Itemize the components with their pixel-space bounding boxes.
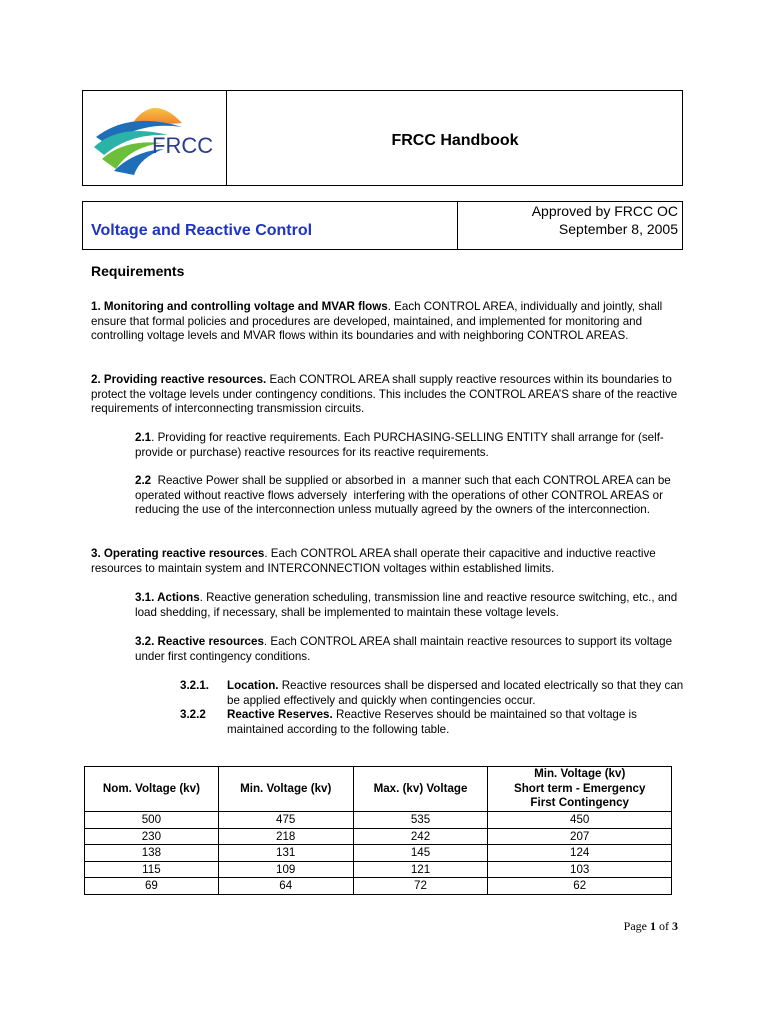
- frcc-logo: [90, 93, 220, 181]
- page-number: 1: [650, 919, 656, 933]
- requirements-heading: Requirements: [91, 263, 185, 279]
- table-cell: 475: [218, 812, 353, 829]
- of-word: of: [656, 919, 672, 933]
- table-header-row: [85, 767, 672, 812]
- header-nom-voltage: Nom. Voltage (kv): [85, 767, 219, 812]
- table-cell: 218: [218, 828, 353, 845]
- table-row: [85, 878, 672, 895]
- section-3-2-1-number: 3.2.1.: [180, 679, 210, 692]
- table-cell: 69: [85, 878, 219, 895]
- header-emergency-min-voltage: Min. Voltage (kv) Short term - Emergency First Contingency: [488, 767, 672, 812]
- section-2-2: [135, 474, 685, 518]
- table-cell: 131: [218, 845, 353, 862]
- section-3-2-2-text: Reactive Reserves should be maintained so that voltage is maintained according to the following table.: [227, 708, 637, 736]
- table-cell: 62: [488, 878, 672, 895]
- header-min-voltage: Min. Voltage (kv): [218, 767, 353, 812]
- section-3-2-2-number: 3.2.2: [180, 708, 206, 721]
- section-1: [91, 300, 691, 344]
- table-cell: 103: [488, 861, 672, 878]
- table-cell: 121: [353, 861, 488, 878]
- approval-date: September 8, 2005: [558, 221, 678, 237]
- section-2-1: [135, 431, 685, 460]
- section-3-2-2-lead: Reactive Reserves.: [227, 708, 333, 721]
- section-3-2-1: [227, 679, 687, 708]
- section-3-2-1-lead: Location.: [227, 679, 279, 692]
- section-3: [91, 547, 691, 576]
- table-cell: 500: [85, 812, 219, 829]
- section-2-2-lead: 2.2: [135, 474, 152, 487]
- table-cell: 535: [353, 812, 488, 829]
- table-cell: 138: [85, 845, 219, 862]
- table-cell: 124: [488, 845, 672, 862]
- table-row: [85, 812, 672, 829]
- page-footer: [560, 919, 678, 934]
- table-cell: 242: [353, 828, 488, 845]
- section-3-2-text: . Each CONTROL AREA shall maintain reactive resources to support its voltage under first contingency conditions.: [135, 635, 673, 663]
- table-row: [85, 861, 672, 878]
- section-3-1: [135, 591, 685, 620]
- section-3-2-lead: 3.2. Reactive resources: [135, 635, 264, 648]
- table-cell: 72: [353, 878, 488, 895]
- table-cell: 230: [85, 828, 219, 845]
- section-3-1-text: . Reactive generation scheduling, transmission line and reactive resource switching, etc., and load shedding, if necessary, shall be implemented to maintain these voltage levels.: [135, 591, 678, 619]
- section-2: [91, 373, 691, 417]
- section-2-1-text: . Providing for reactive requirements. Each PURCHASING-SELLING ENTITY shall arrange for (self-provide or purchase) reactive resources for its reactive requirements.: [135, 431, 664, 459]
- table-cell: 450: [488, 812, 672, 829]
- table-cell: 145: [353, 845, 488, 862]
- section-1-text: . Each CONTROL AREA, individually and jointly, shall ensure that formal policies and procedures are developed, maintained, and implemented for monitoring and controlling voltage levels and MVAR flows within its boundaries and with neighboring CONTROL AREAS.: [91, 300, 663, 342]
- section-3-text: . Each CONTROL AREA shall operate their capacitive and inductive reactive resources to maintain system and INTERCONNECTION voltages within established limits.: [91, 547, 656, 575]
- voltage-table: [84, 766, 672, 895]
- table-cell: 64: [218, 878, 353, 895]
- page-total: 3: [672, 919, 678, 933]
- document-title: Voltage and Reactive Control: [91, 222, 313, 239]
- section-3-lead: 3. Operating reactive resources: [91, 547, 265, 560]
- section-3-2-1-text: Reactive resources shall be dispersed and located electrically so that they can be applied effectively and quickly when contingencies occur.: [227, 679, 684, 707]
- logo-text: FRCC: [152, 133, 214, 158]
- section-3-2: [135, 635, 685, 664]
- section-3-2-2: [227, 708, 687, 737]
- table-row: [85, 828, 672, 845]
- table-row: [85, 845, 672, 862]
- approved-by: Approved by FRCC OC: [531, 203, 678, 219]
- section-2-2-text: Reactive Power shall be supplied or absorbed in a manner such that each CONTROL AREA can be operated without reactive flows adversely interfering with the operations of other CONTROL AREAS or reducing the use of the interconnection unless mutually agreed by the owners of the interconnection.: [135, 474, 674, 516]
- header-max-voltage: Max. (kv) Voltage: [353, 767, 488, 812]
- approval-info: [460, 202, 678, 238]
- section-2-lead: 2. Providing reactive resources.: [91, 373, 267, 386]
- section-2-text: Each CONTROL AREA shall supply reactive resources within its boundaries to protect the voltage levels under contingency conditions. This includes the CONTROL AREA’S share of the reactive requirements of interconnecting transmission circuits.: [91, 373, 678, 415]
- page-word: Page: [623, 919, 650, 933]
- section-3-1-lead: 3.1. Actions: [135, 591, 200, 604]
- table-cell: 115: [85, 861, 219, 878]
- title-divider: [457, 201, 458, 250]
- section-1-lead: 1. Monitoring and controlling voltage and MVAR flows: [91, 300, 388, 313]
- section-2-1-lead: 2.1: [135, 431, 152, 444]
- table-cell: 109: [218, 861, 353, 878]
- table-cell: 207: [488, 828, 672, 845]
- handbook-title: FRCC Handbook: [391, 132, 519, 149]
